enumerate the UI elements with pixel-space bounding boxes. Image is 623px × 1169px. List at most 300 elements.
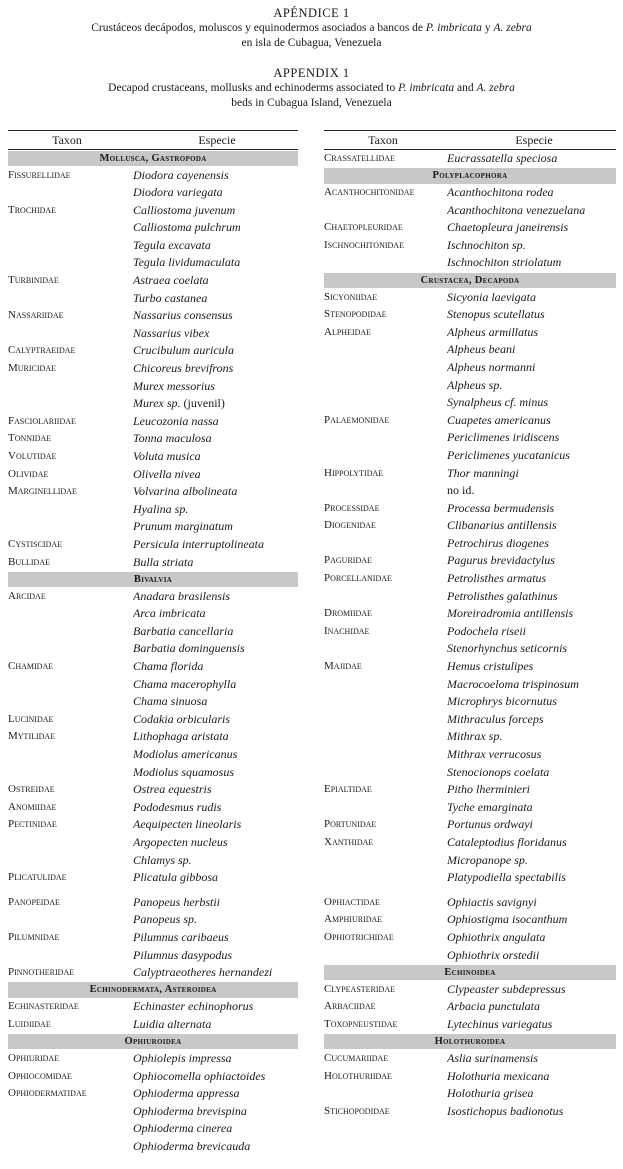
family-name [8, 911, 133, 929]
species-name [447, 998, 616, 1016]
species-binomial: Acanthochitona venezuelana [447, 202, 586, 217]
family-name: Marginellidae [8, 485, 77, 498]
species-binomial: Modiolus americanus [133, 747, 238, 761]
table-row [8, 852, 298, 870]
family-name [8, 746, 133, 764]
species-binomial: Chlamys sp. [133, 852, 192, 867]
table-row [324, 1016, 616, 1034]
table-row [8, 894, 298, 912]
table-row [324, 911, 616, 929]
species-name [447, 465, 616, 483]
table-row [8, 658, 298, 676]
family-name: Calyptraeidae [8, 344, 76, 357]
species-binomial: Volvarina albolineata [133, 484, 238, 499]
species-name [447, 852, 616, 870]
species-name [133, 947, 298, 965]
family-name [324, 341, 447, 359]
table-row [324, 150, 616, 168]
species-binomial: Olivella nivea [133, 466, 201, 481]
header-species: Especie [198, 133, 236, 147]
species-binomial: Chicoreus brevifrons [133, 361, 234, 376]
table-row [8, 202, 298, 220]
species-binomial: Holothuria grisea [447, 1086, 534, 1101]
table-row [8, 1050, 298, 1068]
species-name [133, 202, 298, 220]
table-row [8, 746, 298, 764]
species-binomial: Pododesmus rudis [133, 799, 222, 814]
table-row [8, 536, 298, 554]
species-binomial: Tyche emarginata [447, 799, 533, 814]
caption-species: A. zebra [476, 82, 515, 94]
table-row [8, 184, 298, 202]
section-header: Crustacea, Decapoda [324, 273, 616, 289]
species-name [133, 448, 298, 466]
table-row [324, 869, 616, 887]
family-name: Hippolytidae [324, 466, 384, 479]
table-row [324, 184, 616, 202]
family-name: Crassatellidae [324, 152, 395, 164]
species-binomial: Alpheus normanni [447, 359, 536, 374]
table-row [324, 254, 616, 272]
table-row [324, 219, 616, 237]
table-row [8, 554, 298, 572]
species-name [447, 746, 616, 764]
family-name [8, 237, 133, 255]
species-name [447, 869, 616, 887]
table-row [324, 306, 616, 324]
species-name [447, 202, 616, 220]
caption-en-line-1 [0, 81, 623, 96]
species-name [133, 184, 298, 202]
table-row [324, 552, 616, 570]
appendix-header-es [0, 6, 623, 51]
species-name [133, 290, 298, 308]
species-name [447, 482, 616, 500]
table-row [324, 746, 616, 764]
table-row [324, 412, 616, 430]
family-name [8, 605, 133, 623]
species-name [133, 219, 298, 237]
species-name [447, 341, 616, 359]
species-name [447, 947, 616, 965]
species-binomial: Ophiocomella ophiactoides [133, 1068, 266, 1083]
family-name: Olividae [8, 467, 49, 480]
appendix-title-es: APÉNDICE 1 [273, 6, 350, 20]
header-taxon: Taxon [368, 133, 398, 147]
species-name [133, 998, 298, 1016]
family-name [8, 1103, 133, 1121]
species-binomial: Petrolisthes galathinus [447, 588, 558, 603]
species-binomial: Chama macerophylla [133, 676, 237, 691]
species-binomial: Stenopus scutellatus [447, 307, 545, 322]
species-binomial: Synalpheus cf. minus [447, 395, 548, 410]
table-row [8, 360, 298, 378]
species-binomial: Chama florida [133, 659, 204, 674]
table-row [324, 894, 616, 912]
section-header: Mollusca, Gastropoda [8, 151, 298, 167]
family-name [8, 325, 133, 343]
family-name [8, 834, 133, 852]
species-binomial: Hyalina sp. [133, 501, 189, 516]
species-binomial: Alpheus armillatus [447, 324, 539, 339]
species-name [133, 430, 298, 448]
species-note: (juvenil) [180, 396, 225, 411]
species-binomial: Barbatia cancellaria [133, 623, 234, 638]
species-binomial: Ophioderma appressa [133, 1086, 240, 1101]
family-name: Anomiidae [8, 800, 57, 813]
table-top-rule [8, 130, 298, 131]
table-row [8, 588, 298, 606]
species-binomial: Sicyonia laevigata [447, 289, 536, 304]
family-name: Ostreidae [8, 783, 55, 796]
species-name [447, 237, 616, 255]
family-name [324, 359, 447, 377]
table-row [324, 394, 616, 412]
section-header: Polyplacophora [324, 168, 616, 184]
family-name [324, 947, 447, 965]
species-binomial: Ophiostigma isocanthum [447, 912, 568, 927]
species-binomial: Pitho lherminieri [447, 782, 530, 797]
table-row [324, 852, 616, 870]
species-binomial: Petrochirus diogenes [447, 535, 549, 550]
family-name [8, 378, 133, 396]
species-name [133, 360, 298, 378]
family-name [8, 395, 133, 413]
table-row [324, 202, 616, 220]
species-binomial: Diodora variegata [133, 185, 223, 200]
table-row [8, 929, 298, 947]
table-row [324, 465, 616, 483]
species-name [447, 324, 616, 342]
species-binomial: Thor manningi [447, 465, 519, 480]
caption-es-line-2: en isla de Cubagua, Venezuela [241, 37, 382, 49]
species-binomial: Nassarius vibex [133, 325, 210, 340]
family-name: Ophiuridae [8, 1051, 60, 1064]
species-binomial: Persicula interruptolineata [133, 536, 264, 551]
species-binomial: Micropanope sp. [447, 852, 528, 867]
species-name [133, 894, 298, 912]
family-name: Epialtidae [324, 783, 372, 796]
species-binomial: Arca imbricata [133, 606, 206, 621]
table-row [324, 429, 616, 447]
species-binomial: Modiolus squamosus [133, 764, 235, 779]
species-name [133, 852, 298, 870]
table-row [8, 1120, 298, 1138]
species-note: no id. [447, 483, 475, 498]
species-name [133, 378, 298, 396]
family-name [324, 693, 447, 711]
species-binomial: Crucibulum auricula [133, 343, 234, 358]
section-header: Ophiuroidea [8, 1034, 298, 1050]
table-row [8, 430, 298, 448]
taxa-table-right [324, 130, 616, 1120]
family-name: Amphiuridae [324, 913, 383, 926]
family-name: Majidae [324, 660, 362, 673]
species-name [447, 517, 616, 535]
table-row [8, 1138, 298, 1156]
species-binomial: Cuapetes americanus [447, 412, 551, 427]
family-name [324, 869, 447, 887]
family-name: Panopeidae [8, 895, 60, 908]
family-name: Chamidae [8, 660, 54, 673]
family-name: Nassariidae [8, 309, 64, 322]
species-binomial: Podochela riseii [447, 623, 526, 638]
table-row [324, 1103, 616, 1121]
caption-text: Decapod crustaceans, mollusks and echinoderms associated to [108, 82, 399, 94]
family-name [8, 640, 133, 658]
table-row [324, 816, 616, 834]
species-name [133, 413, 298, 431]
family-name: Chaetopleuridae [324, 221, 403, 234]
caption-text: and [454, 82, 477, 94]
table-row [324, 359, 616, 377]
species-name [133, 254, 298, 272]
table-row [324, 834, 616, 852]
family-name [324, 447, 447, 465]
species-name [447, 150, 616, 168]
species-name [133, 869, 298, 887]
species-name [447, 728, 616, 746]
table-row [8, 448, 298, 466]
family-name: Stichopodidae [324, 1104, 390, 1117]
species-binomial: Nassarius consensus [133, 308, 233, 323]
species-name [133, 483, 298, 501]
table-row [324, 799, 616, 817]
family-name: Arcidae [8, 589, 46, 602]
table-row [324, 605, 616, 623]
family-name: Ophiodermatidae [8, 1087, 87, 1100]
family-name [8, 290, 133, 308]
family-name: Ophiactidae [324, 895, 380, 908]
species-name [133, 816, 298, 834]
family-name [8, 184, 133, 202]
family-name: Diogenidae [324, 519, 376, 532]
species-binomial: Cataleptodius floridanus [447, 834, 567, 849]
table-row [8, 964, 298, 982]
caption-species: P. imbricata [425, 22, 482, 34]
species-name [447, 764, 616, 782]
table-row [324, 693, 616, 711]
family-name: Tonnidae [8, 432, 52, 445]
family-name: Bullidae [8, 555, 50, 568]
table-row [8, 342, 298, 360]
table-row [8, 911, 298, 929]
species-name [447, 658, 616, 676]
table-row [8, 781, 298, 799]
family-name [8, 501, 133, 519]
table-row [324, 324, 616, 342]
species-name [447, 306, 616, 324]
species-name [447, 981, 616, 999]
family-name [8, 852, 133, 870]
species-name [133, 658, 298, 676]
family-name [324, 746, 447, 764]
family-name: Paguridae [324, 554, 372, 567]
species-binomial: Ophiactis savignyi [447, 894, 537, 909]
table-row [8, 1103, 298, 1121]
species-binomial: Ischnochiton sp. [447, 237, 526, 252]
table-row [8, 947, 298, 965]
species-name [447, 834, 616, 852]
table-row [8, 711, 298, 729]
species-name [447, 1016, 616, 1034]
species-name [133, 693, 298, 711]
species-binomial: Pagurus brevidactylus [447, 553, 555, 568]
table-row [324, 981, 616, 999]
species-name [133, 728, 298, 746]
family-name: Acanthochitonidae [324, 186, 415, 199]
species-binomial: Ophiothrix orstedii [447, 947, 540, 962]
family-name [324, 799, 447, 817]
species-binomial: Panopeus herbstii [133, 894, 220, 909]
family-name: Clypeasteridae [324, 982, 395, 995]
table-row [8, 483, 298, 501]
species-binomial: Codakia orbicularis [133, 711, 231, 726]
species-binomial: Bulla striata [133, 554, 194, 569]
species-binomial: Mithrax verrucosus [447, 747, 542, 761]
species-name [133, 342, 298, 360]
species-name [447, 377, 616, 395]
family-name [324, 202, 447, 220]
species-binomial: Clibanarius antillensis [447, 518, 557, 533]
table-row [8, 167, 298, 185]
table-row [8, 998, 298, 1016]
species-name [447, 711, 616, 729]
family-name [324, 254, 447, 272]
table-row [8, 834, 298, 852]
section-header: Bivalvia [8, 572, 298, 588]
species-binomial: Pilumnus caribaeus [133, 929, 229, 944]
family-name [8, 1120, 133, 1138]
section-header: Echinoidea [324, 965, 616, 981]
table-row [324, 588, 616, 606]
caption-en-line-2: beds in Cubagua Island, Venezuela [231, 97, 392, 109]
species-binomial: Mithraculus forceps [447, 711, 544, 726]
table-row [8, 640, 298, 658]
table-row [8, 219, 298, 237]
family-name [8, 623, 133, 641]
table-row [8, 501, 298, 519]
family-name [324, 676, 447, 694]
species-binomial: Moreiradromia antillensis [447, 606, 574, 621]
table-row [8, 518, 298, 536]
table-header [324, 132, 616, 150]
table-row [324, 929, 616, 947]
species-binomial: Chaetopleura janeirensis [447, 220, 569, 235]
caption-text: Crustáceos decápodos, moluscos y equinodermos asociados a bancos de [91, 22, 426, 34]
family-name: Toxopneustidae [324, 1017, 398, 1030]
table-row [8, 413, 298, 431]
family-name: Portunidae [324, 818, 377, 831]
species-name [133, 325, 298, 343]
species-binomial: Macrocoeloma trispinosum [447, 676, 579, 691]
species-name [447, 447, 616, 465]
table-top-rule [324, 130, 616, 131]
table-row [8, 1016, 298, 1034]
family-name: Ischnochitonidae [324, 238, 404, 251]
species-name [133, 307, 298, 325]
species-name [447, 429, 616, 447]
species-binomial: Ischnochiton striolatum [447, 255, 562, 270]
species-name [133, 1016, 298, 1034]
taxa-table-left [8, 130, 298, 1155]
species-name [133, 640, 298, 658]
species-name [447, 535, 616, 553]
species-name [447, 552, 616, 570]
species-name [447, 289, 616, 307]
family-name [324, 1085, 447, 1103]
species-binomial: Calliostoma juvenum [133, 202, 236, 217]
species-binomial: Ophioderma brevispina [133, 1103, 247, 1118]
family-name [8, 1138, 133, 1156]
table-row [324, 341, 616, 359]
species-binomial: Murex sp. [133, 396, 181, 411]
species-binomial: Holothuria mexicana [447, 1068, 550, 1083]
table-row [324, 640, 616, 658]
family-name: Muricidae [8, 362, 56, 375]
species-name [133, 623, 298, 641]
species-name [133, 964, 298, 982]
family-name [8, 764, 133, 782]
species-name [133, 834, 298, 852]
family-name [324, 429, 447, 447]
family-name: Turbinidae [8, 274, 59, 287]
species-binomial: Chama sinuosa [133, 694, 208, 709]
species-name [133, 1085, 298, 1103]
species-name [133, 501, 298, 519]
family-name: Trochidae [8, 203, 57, 216]
species-name [133, 799, 298, 817]
species-binomial: Acanthochitona rodea [447, 185, 554, 200]
species-binomial: Lytechinus variegatus [447, 1016, 553, 1031]
species-binomial: Clypeaster subdepressus [447, 981, 566, 996]
table-row [324, 517, 616, 535]
species-name [133, 911, 298, 929]
species-name [447, 894, 616, 912]
table-row [324, 500, 616, 518]
species-name [133, 1068, 298, 1086]
table-row [324, 947, 616, 965]
species-binomial: Petrolisthes armatus [447, 571, 547, 586]
species-name [133, 1103, 298, 1121]
species-name [447, 640, 616, 658]
species-binomial: Panopeus sp. [133, 912, 197, 927]
table-row [324, 482, 616, 500]
species-name [133, 764, 298, 782]
species-name [133, 929, 298, 947]
species-name [447, 412, 616, 430]
family-name: Ophiocomidae [8, 1069, 72, 1082]
species-binomial: Periclimenes iridiscens [447, 430, 560, 445]
family-name: Pilumnidae [8, 930, 60, 943]
species-name [447, 1068, 616, 1086]
species-name [447, 929, 616, 947]
table-row [324, 658, 616, 676]
table-row [8, 869, 298, 887]
species-binomial: Periclimenes yucatanicus [447, 447, 570, 462]
appendix-title-en: APPENDIX 1 [273, 66, 350, 80]
table-row [8, 623, 298, 641]
family-name: Porcellanidae [324, 572, 392, 585]
family-name: Mytilidae [8, 730, 56, 743]
table-row [8, 764, 298, 782]
species-name [447, 693, 616, 711]
species-binomial: Eucrassatella speciosa [447, 151, 558, 165]
family-name: Palaemonidae [324, 413, 390, 426]
species-binomial: Aequipecten lineolaris [133, 817, 242, 832]
species-binomial: Ostrea equestris [133, 782, 212, 797]
table-row [8, 254, 298, 272]
